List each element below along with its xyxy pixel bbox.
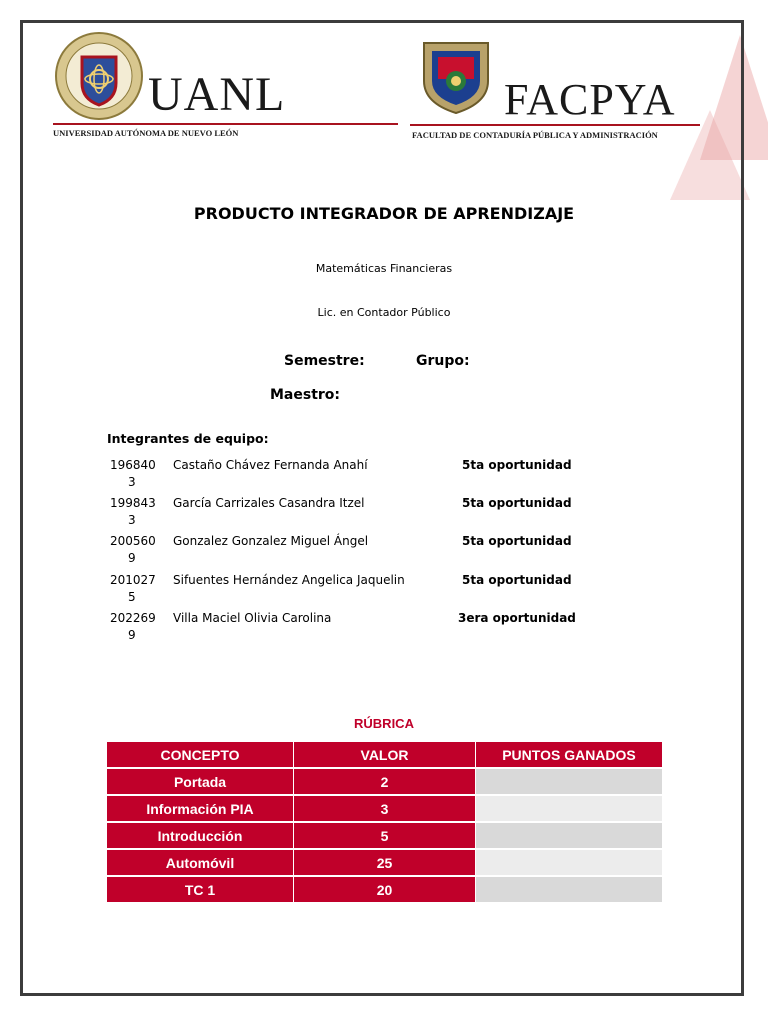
member-id: 201027 5 (110, 573, 156, 604)
cell-points[interactable] (476, 795, 663, 822)
member-opportunity: 5ta oportunidad (462, 496, 572, 510)
member-opportunity: 5ta oportunidad (462, 573, 572, 587)
cell-concept: Automóvil (107, 849, 294, 876)
cell-value: 20 (294, 876, 476, 903)
table-row (107, 849, 662, 876)
rubric-table (107, 742, 662, 904)
document-title: PRODUCTO INTEGRADOR DE APRENDIZAJE (193, 204, 575, 223)
cell-value: 25 (294, 849, 476, 876)
table-row (107, 876, 662, 903)
cell-points[interactable] (476, 849, 663, 876)
facpya-underline (410, 124, 700, 126)
rubric-title: RÚBRICA (354, 716, 414, 731)
member-opportunity: 5ta oportunidad (462, 458, 572, 472)
member-id: 196840 3 (110, 458, 156, 489)
uanl-caption: UNIVERSIDAD AUTÓNOMA DE NUEVO LEÓN (53, 128, 239, 138)
cell-concept: Portada (107, 768, 294, 795)
teacher-label: Maestro: (270, 387, 341, 403)
table-row (107, 795, 662, 822)
header-value: VALOR (294, 742, 476, 768)
header-concept: CONCEPTO (107, 742, 294, 768)
facpya-shield-icon (420, 37, 492, 115)
cell-points[interactable] (476, 768, 663, 795)
career: Lic. en Contador Público (317, 306, 451, 319)
uanl-seal-icon (54, 31, 144, 121)
cell-value: 3 (294, 795, 476, 822)
table-row (107, 768, 662, 795)
group-label: Grupo: (416, 353, 470, 369)
member-opportunity: 3era oportunidad (458, 611, 576, 625)
cell-points[interactable] (476, 876, 663, 903)
cell-value: 2 (294, 768, 476, 795)
member-id: 199843 3 (110, 496, 156, 527)
member-id: 202269 9 (110, 611, 156, 642)
member-opportunity: 5ta oportunidad (462, 534, 572, 548)
facpya-wordmark: FACPYA (504, 75, 676, 124)
member-name: Sifuentes Hernández Angelica Jaquelin (173, 573, 405, 587)
semester-label: Semestre: (284, 353, 365, 369)
member-name: Gonzalez Gonzalez Miguel Ángel (173, 534, 369, 548)
cell-concept: Introducción (107, 822, 294, 849)
uanl-underline (53, 123, 398, 125)
cell-concept: Información PIA (107, 795, 294, 822)
table-header-row (107, 742, 662, 768)
cell-concept: TC 1 (107, 876, 294, 903)
member-name: García Carrizales Casandra Itzel (173, 496, 365, 510)
cell-points[interactable] (476, 822, 663, 849)
subject: Matemáticas Financieras (315, 262, 453, 275)
uanl-wordmark: UANL (148, 68, 286, 121)
member-name: Villa Maciel Olivia Carolina (173, 611, 332, 625)
member-id: 200560 9 (110, 534, 156, 565)
table-row (107, 822, 662, 849)
header-points: PUNTOS GANADOS (476, 742, 663, 768)
cell-value: 5 (294, 822, 476, 849)
facpya-caption: FACULTAD DE CONTADURÍA PÚBLICA Y ADMINISTRACIÓN (412, 130, 658, 140)
members-title: Integrantes de equipo: (107, 431, 269, 446)
member-name: Castaño Chávez Fernanda Anahí (173, 458, 368, 472)
